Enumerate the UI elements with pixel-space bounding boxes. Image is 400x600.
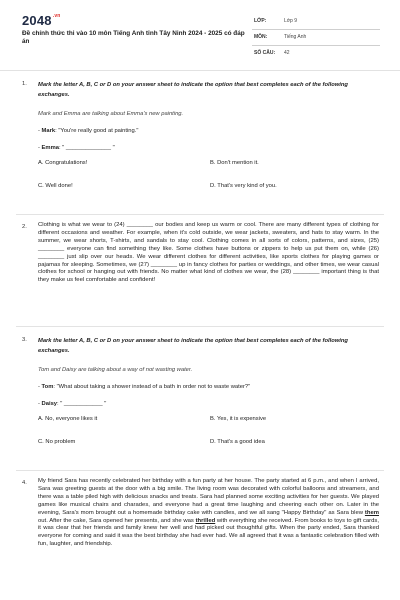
meta-value: Lớp 9 xyxy=(284,18,298,24)
option-b[interactable]: B. Don't mention it. xyxy=(210,160,259,166)
reading-passage: Clothing is what we wear to (24) ________ our bodies and keep us warm or cool. There are many different types of clothing for different occasions and weather. For example, when it's cold outside, we wear jackets, sweaters, and hats to stay warm. In the summer, we wear shorts, T-shirts, and sandals to stay cool. Clothing comes in all sorts of colors, patterns, and sizes, (25) ________ everyone can find something they like. Some clothes have buttons or zippers to help us put them on, while (26) ________ just slip over our heads. We wear different clothes for different activities, like sports clothes for playing games or pajamas for sleeping. Sometimes, we (27) ________ up in fancy clothes for parties or weddings, and other times, we wear casual clothes for school or hanging out with friends. No matter what kind of clothes we wear, the (28) ________ important thing is that they make us feel comfortable and confident! xyxy=(38,222,379,284)
passage-text: out. After the cake, Sara opened her presents, and she was xyxy=(38,517,194,524)
document-title: Đề chính thức thi vào 10 môn Tiếng Anh tỉnh Tây Ninh 2024 - 2025 có đáp án xyxy=(22,30,245,45)
logo-suffix: .vn xyxy=(52,13,61,19)
meta-row-count xyxy=(252,46,380,61)
header-divider xyxy=(0,70,400,71)
dialogue-dash: - xyxy=(38,145,42,151)
underlined-word: them xyxy=(364,509,379,516)
dialogue-line xyxy=(38,127,379,135)
answer-options xyxy=(38,416,379,460)
meta-key: LỚP: xyxy=(254,18,267,24)
question-divider xyxy=(16,214,384,215)
meta-row-class xyxy=(252,14,380,30)
dialogue-line xyxy=(38,383,379,391)
question-body xyxy=(38,478,379,549)
reading-passage xyxy=(38,478,379,549)
question-number: 4. xyxy=(22,480,27,486)
dialogue-line xyxy=(38,144,379,152)
dialogue-text: : " ______________ " xyxy=(58,145,115,151)
speaker-name: Mark xyxy=(41,128,56,134)
option-b[interactable]: B. Yes, it is expensive xyxy=(210,416,267,422)
answer-options xyxy=(38,160,379,204)
dialogue-text: : "What about taking a shower instead of a bath in order not to waste water?" xyxy=(53,384,251,390)
dialogue-dash: - xyxy=(38,384,42,390)
dialogue-dash: - xyxy=(38,401,42,407)
question-context: Mark and Emma are talking about Emma's new painting. xyxy=(38,111,184,117)
option-d[interactable]: D. That's very kind of you. xyxy=(210,183,277,189)
question-number: 2. xyxy=(22,224,27,230)
meta-value: Tiếng Anh xyxy=(284,34,307,40)
question-body xyxy=(38,222,379,285)
speaker-name: Tom xyxy=(41,384,54,390)
option-a[interactable]: A. Congratulations! xyxy=(38,160,88,166)
option-c[interactable]: C. No problem xyxy=(38,439,76,445)
passage-text: with everything she received. From books to toys to gift cards, it was clear that her friends and family knew her well and had picked out thoughtful gifts. When the party ended, Sara thanked everyone for coming and said it was the best birthday she had ever had. We all agreed that it was a fantastic celebration filled with fun, laughter, and friendship. xyxy=(38,517,379,548)
meta-key: MÔN: xyxy=(254,34,268,40)
question-number: 3. xyxy=(22,337,27,343)
passage-text: My friend Sara has recently celebrated her birthday with a fun party at her house. The party started at 6 p.m., and when I arrived, Sara was greeting guests at the door with a big smile. The living room was decorated with colorful balloons and streamers, and there was a table piled high with delicious snacks and treats. Sara had planned some exciting activities for her guests. We played games like musical chairs and charades, and everyone had a great time laughing and cheering each other on. Later in the evening, Sara's mom brought out a homemade birthday cake with candles, and we all sang "Happy Birthday" as Sara blew xyxy=(38,478,379,516)
question-instruction: Mark the letter A, B, C or D on your answer sheet to indicate the option that best completes each of the following exchanges. xyxy=(38,338,348,354)
dialogue-text: : "You're really good at painting." xyxy=(55,128,139,134)
question-divider xyxy=(16,326,384,327)
meta-table xyxy=(252,14,380,61)
underlined-word: thrilled xyxy=(195,517,216,524)
option-a[interactable]: A. No, everyone likes it xyxy=(38,416,98,422)
site-logo[interactable] xyxy=(22,13,61,28)
question-divider xyxy=(16,470,384,471)
question-body xyxy=(38,80,379,204)
speaker-name: Emma xyxy=(41,145,59,151)
option-c[interactable]: C. Well done! xyxy=(38,183,73,189)
meta-value: 42 xyxy=(284,50,290,56)
dialogue-text: : " ____________ " xyxy=(57,401,107,407)
question-number: 1. xyxy=(22,81,27,87)
option-d[interactable]: D. That's a good idea xyxy=(210,439,265,445)
question-instruction: Mark the letter A, B, C or D on your answer sheet to indicate the option that best completes each of the following exchanges. xyxy=(38,82,348,98)
question-body xyxy=(38,336,379,460)
speaker-name: Daisy xyxy=(41,401,58,407)
meta-row-subject xyxy=(252,30,380,46)
question-context: Tom and Daisy are talking about a way of not wasting water. xyxy=(38,367,193,373)
meta-key: SỐ CÂU: xyxy=(254,50,276,56)
page-header xyxy=(0,0,400,66)
dialogue-dash: - xyxy=(38,128,42,134)
logo-text: 2048 xyxy=(22,13,52,28)
dialogue-line xyxy=(38,400,379,408)
